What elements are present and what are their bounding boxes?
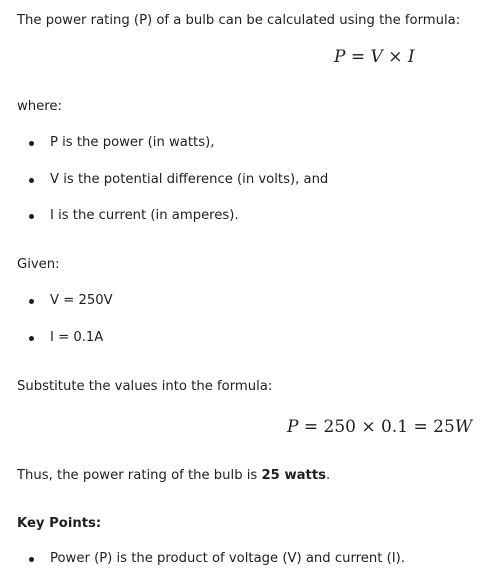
formula-equals: = [350,47,366,67]
calculation [287,416,472,438]
key-point-item: Power (P) is the product of voltage (V) and current (I). [50,551,405,566]
calc-voltage: 250 [323,417,356,437]
given-item: V = 250V [50,293,113,308]
calc-result-unit: W [454,417,473,437]
where-item: V is the potential difference (in volts), and [50,172,329,187]
where-item: P is the power (in watts), [50,135,215,150]
bullet-icon [29,214,34,219]
substitute-text: Substitute the values into the formula: [17,379,273,394]
where-label: where: [17,99,62,114]
formula-voltage: V [370,47,383,67]
given-item: I = 0.1A [50,330,104,345]
formula-lhs: P [334,47,346,67]
intro-text: The power rating (P) of a bulb can be calculated using the formula: [17,13,461,28]
bullet-icon [29,299,34,304]
calc-lhs: P [287,417,299,437]
calc-times: × [361,417,376,437]
formula-current: I [407,47,415,67]
conclusion-answer: 25 watts [261,468,326,483]
where-item: I is the current (in amperes). [50,208,239,223]
key-points-heading: Key Points: [17,516,102,531]
formula [334,46,415,68]
formula-times: × [388,47,403,67]
conclusion-text [17,467,330,485]
bullet-icon [29,141,34,146]
given-label: Given: [17,257,60,272]
calc-equals: = [303,417,319,437]
bullet-icon [29,178,34,183]
conclusion-suffix: . [325,468,331,483]
calc-result [433,417,472,437]
calc-current: 0.1 [381,417,409,437]
conclusion-prefix: Thus, the power rating of the bulb is [17,468,262,483]
bullet-icon [29,557,34,562]
bullet-icon [29,336,34,341]
calc-equals: = [413,417,428,437]
calc-result-number: 25 [433,417,455,437]
